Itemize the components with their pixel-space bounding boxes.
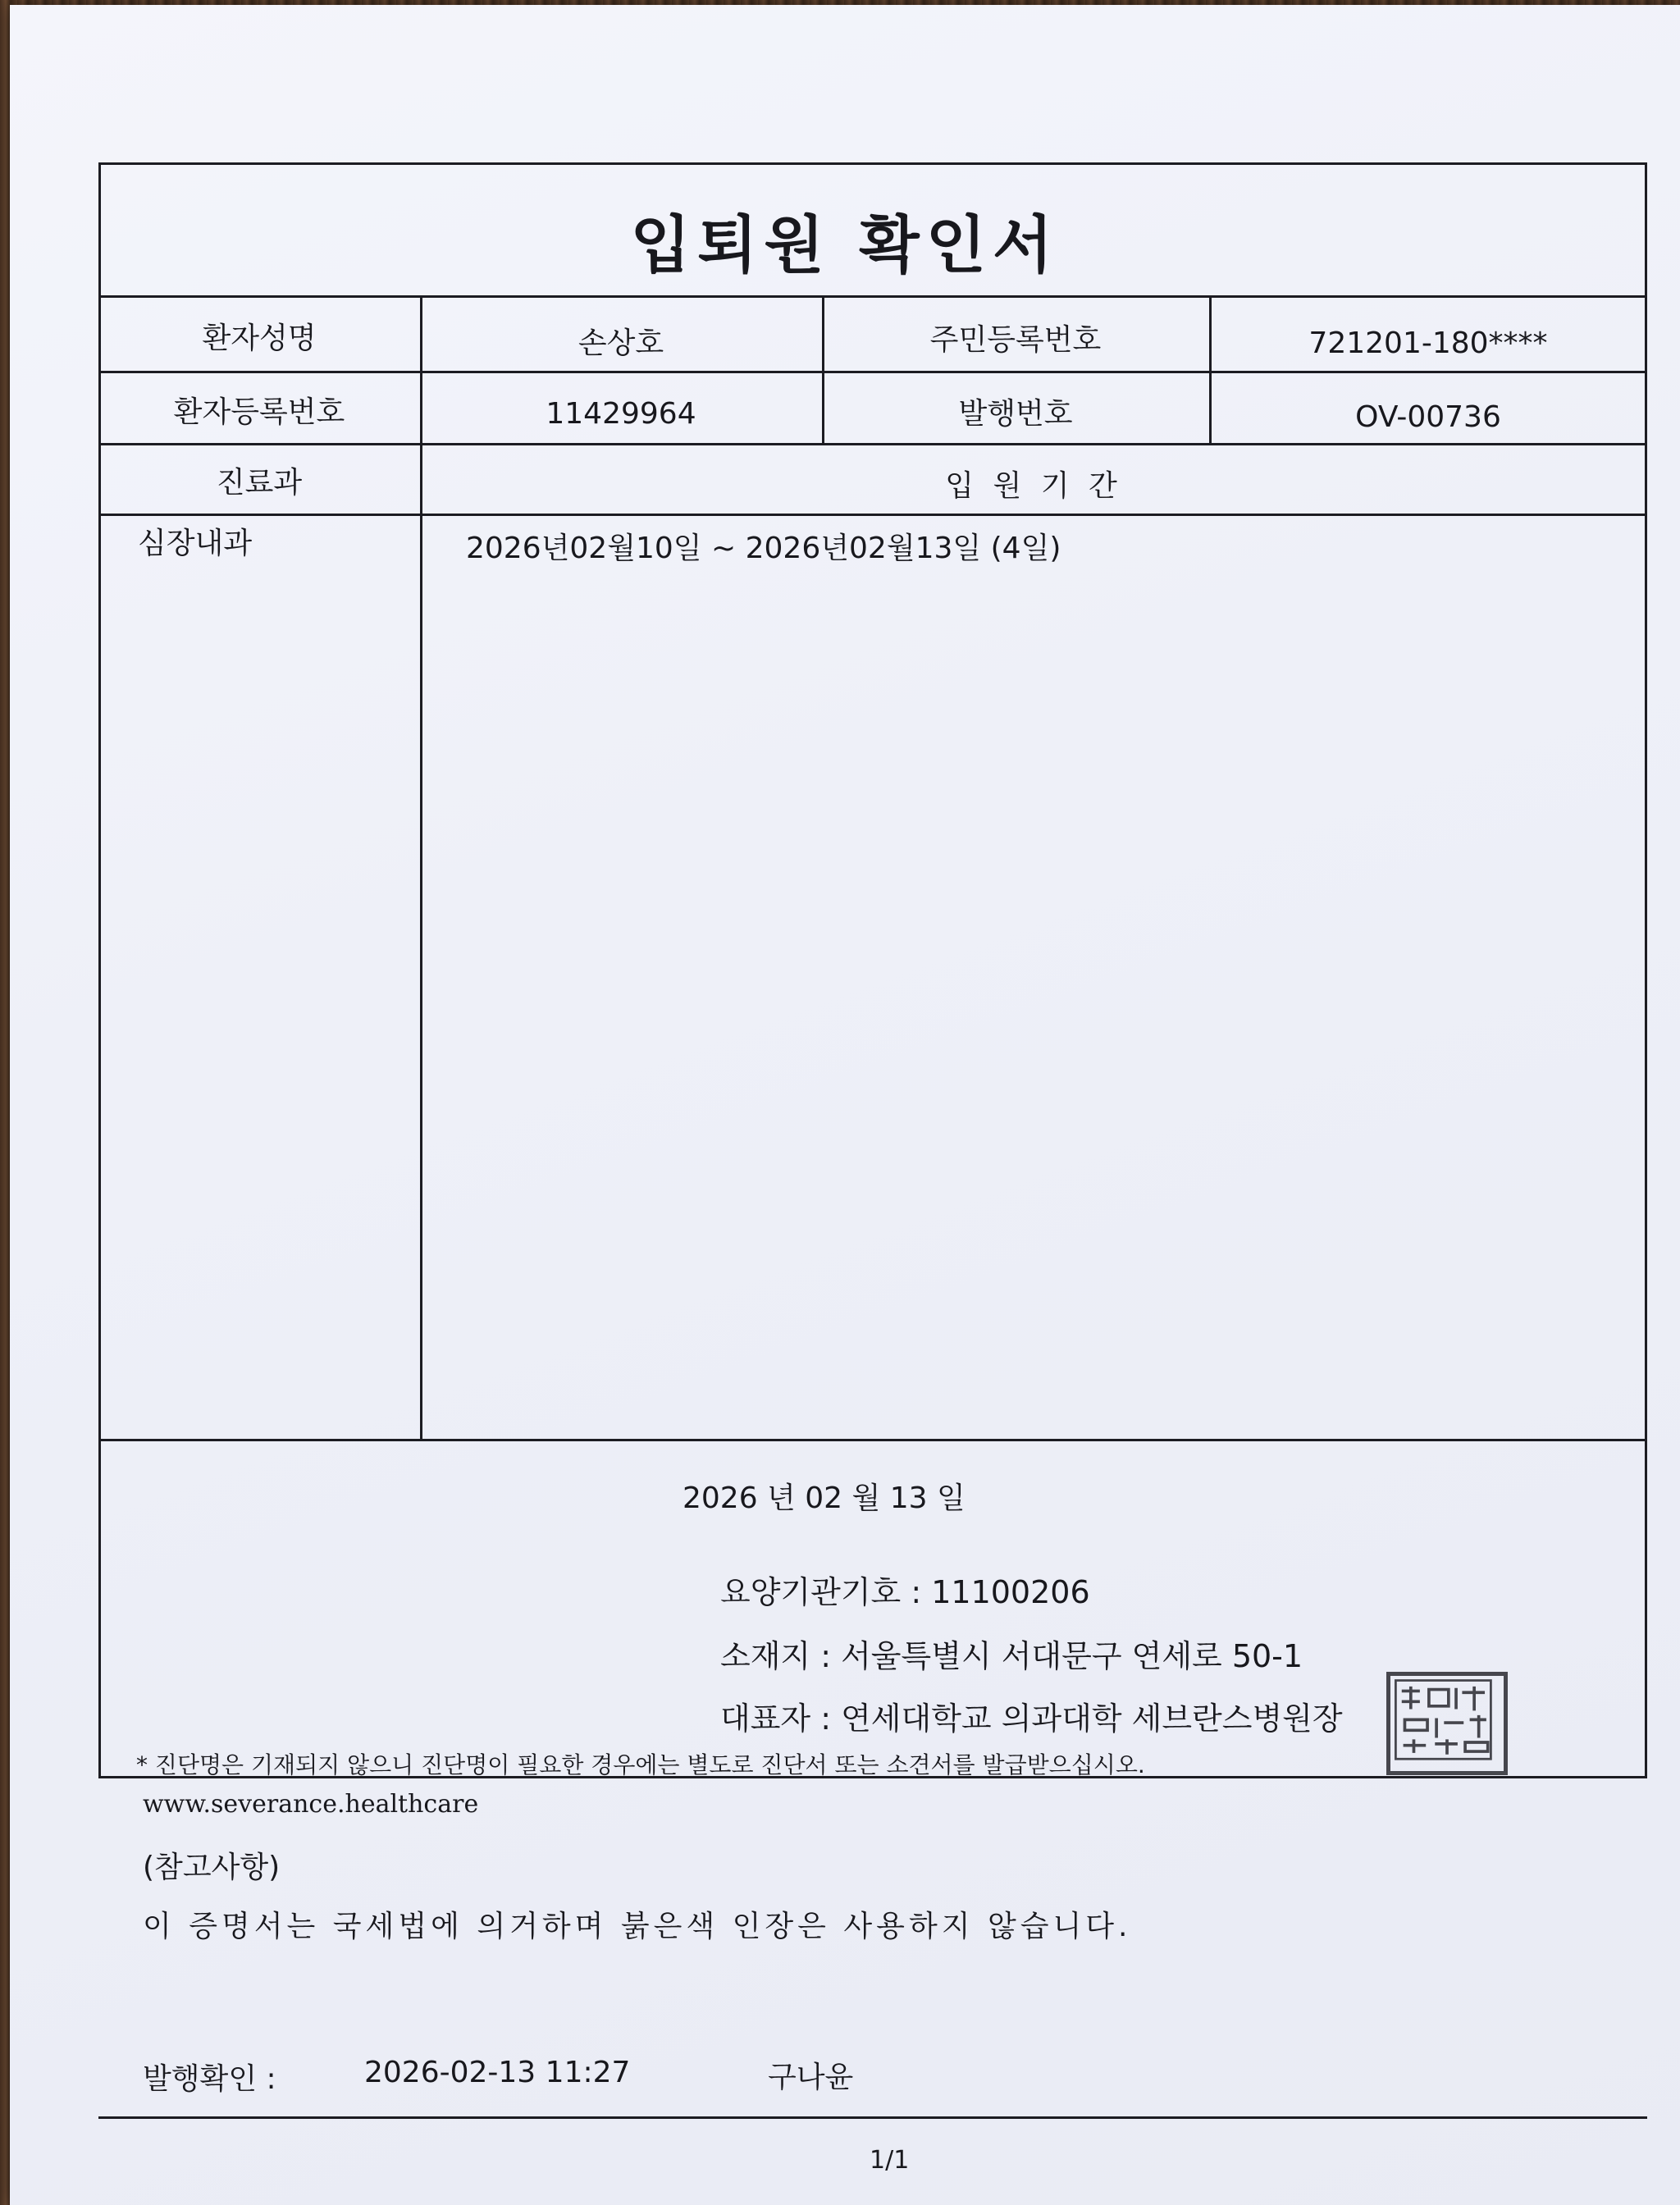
issue-number-label: 발행번호 — [958, 397, 1073, 431]
admission-period-value: 2026년02월10일 ~ 2026년02월13일 (4일) — [466, 532, 1061, 565]
rule-row2-bottom — [98, 443, 1647, 445]
rule-title-bottom — [98, 295, 1647, 298]
document-title: 입퇴원 확인서 — [630, 208, 1060, 281]
rule-row1-bottom — [98, 371, 1647, 373]
patient-reg-number-label: 환자등록번호 — [173, 395, 345, 429]
department-value: 심장내과 — [138, 527, 253, 560]
rule-row3-bottom — [98, 514, 1647, 516]
institution-address: 소재지 : 서울특별시 서대문구 연세로 50-1 — [720, 1638, 1303, 1674]
issuance-datetime: 2026-02-13 11:27 — [364, 2056, 631, 2089]
institution-code: 요양기관기호 : 11100206 — [720, 1574, 1090, 1610]
reference-heading: (참고사항) — [143, 1851, 281, 1884]
resident-number-value: 721201-180**** — [1308, 326, 1548, 360]
official-seal-stamp — [1386, 1672, 1508, 1775]
website-url: www.severance.healthcare — [143, 1790, 479, 1819]
bottom-rule — [98, 2116, 1647, 2119]
issue-number-value: OV-00736 — [1355, 400, 1501, 434]
patient-reg-number-value: 11429964 — [546, 397, 696, 431]
reference-text: 이 증명서는 국세법에 의거하며 붉은색 인장은 사용하지 않습니다. — [143, 1910, 1132, 1943]
issue-date: 2026 년 02 월 13 일 — [682, 1481, 966, 1515]
resident-number-label: 주민등록번호 — [929, 323, 1102, 357]
department-label: 진료과 — [216, 466, 303, 500]
patient-name-label: 환자성명 — [202, 322, 317, 355]
footnote: * 진단명은 기재되지 않으니 진단명이 필요한 경우에는 별도로 진단서 또는 소견서를 발급받으십시오. — [136, 1751, 1145, 1778]
institution-representative: 대표자 : 연세대학교 의과대학 세브란스병원장 — [720, 1701, 1343, 1737]
certificate-paper — [10, 5, 1680, 2205]
issuance-label: 발행확인 : — [143, 2062, 276, 2096]
patient-name-value: 손상호 — [578, 326, 664, 360]
issuer-name: 구나윤 — [768, 2061, 854, 2094]
page-number: 1/1 — [870, 2146, 910, 2175]
admission-period-label: 입 원 기 간 — [945, 469, 1122, 503]
rule-body-bottom — [98, 1439, 1647, 1441]
